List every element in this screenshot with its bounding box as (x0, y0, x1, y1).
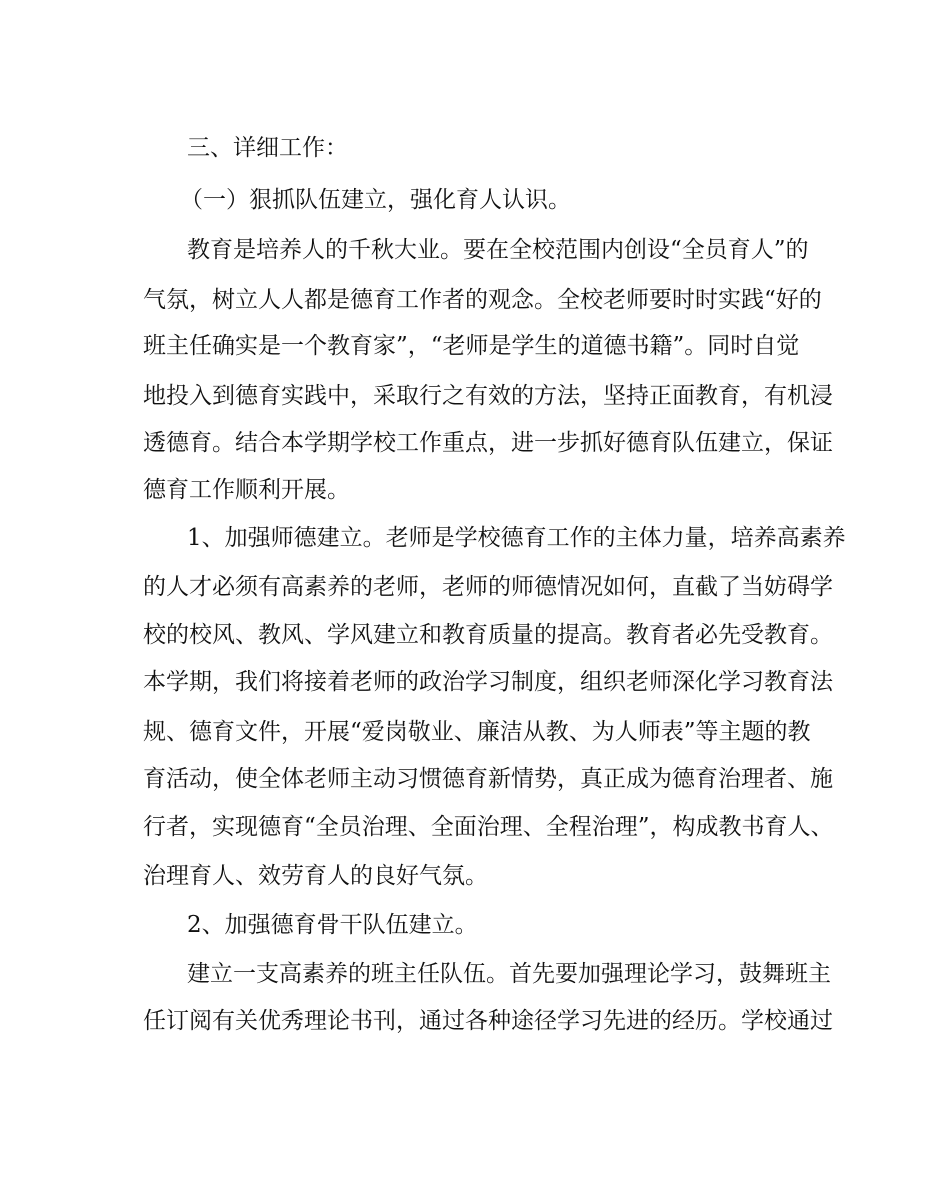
paragraph-line: 育活动，使全体老师主动习惯德育新情势，真正成为德育治理者、施 (143, 766, 833, 792)
paragraph-line: 教育是培养人的千秋大业。要在全校范围内创设“全员育人”的 (187, 237, 809, 263)
paragraph-line: 本学期，我们将接着老师的政治学习制度，组织老师深化学习教育法 (143, 669, 833, 695)
paragraph-line: 地投入到德育实践中，采取行之有效的方法，坚持正面教育，有机浸 (143, 383, 833, 409)
paragraph-line: 的人才必须有高素养的老师，老师的师德情况如何，直截了当妨碍学 (143, 574, 833, 600)
paragraph-line: 校的校风、教风、学风建立和教育质量的提高。教育者必先受教育。 (143, 622, 833, 648)
paragraph-line: 治理育人、效劳育人的良好气氛。 (143, 863, 488, 889)
paragraph-line: 1、加强师德建立。老师是学校德育工作的主体力量，培养高素养 (187, 525, 846, 551)
paragraph-line: 班主任确实是一个教育家”，“老师是学生的道德书籍”。同时自觉 (143, 333, 800, 359)
paragraph-line: 行者，实现德育“全员治理、全面治理、全程治理”，构成教书育人、 (143, 814, 834, 840)
paragraph-line: 透德育。结合本学期学校工作重点，进一步抓好德育队伍建立，保证 (143, 430, 833, 456)
section-heading: 三、详细工作： (187, 135, 348, 161)
paragraph-line: 德育工作顺利开展。 (143, 477, 350, 503)
paragraph-line: 气氛，树立人人都是德育工作者的观念。全校老师要时时实践“好的 (143, 287, 822, 313)
paragraph-line: 任订阅有关优秀理论书刊，通过各种途径学习先进的经历。学校通过 (143, 1008, 833, 1034)
paragraph-line: 规、德育文件，开展“爱岗敬业、廉洁从教、为人师表”等主题的教 (143, 719, 811, 745)
subsection-heading: （一）狠抓队伍建立，强化育人认识。 (180, 187, 571, 213)
paragraph-line: 建立一支高素养的班主任队伍。首先要加强理论学习，鼓舞班主 (187, 961, 831, 987)
paragraph-line: 2、加强德育骨干队伍建立。 (187, 912, 478, 938)
